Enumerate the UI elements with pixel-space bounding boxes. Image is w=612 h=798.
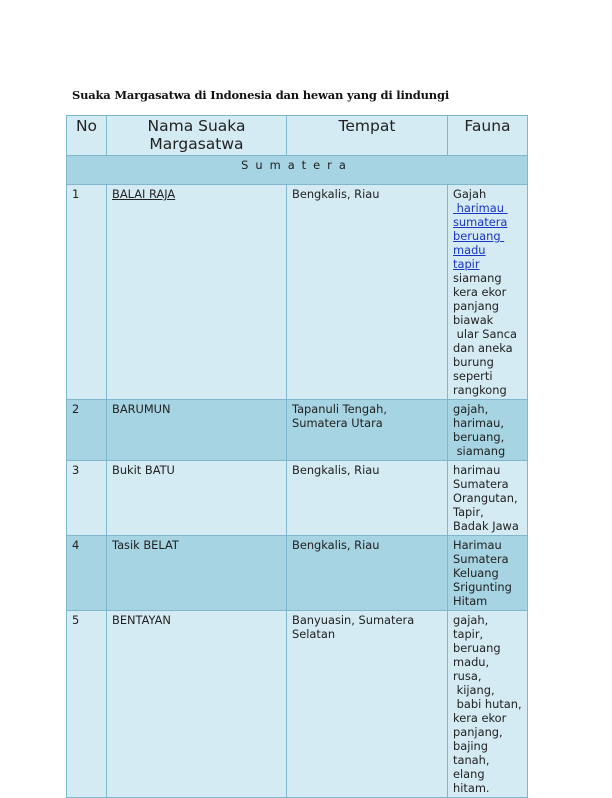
row-nama: Tasik BELAT (107, 536, 287, 611)
fauna-item: Srigunting (453, 580, 512, 594)
region-row (67, 156, 528, 185)
table-row (67, 536, 528, 611)
row-fauna (448, 400, 528, 461)
table-row (67, 400, 528, 461)
row-tempat: Tapanuli Tengah, Sumatera Utara (287, 400, 448, 461)
fauna-item: kera ekor panjang (453, 285, 510, 313)
fauna-item: kera ekor panjang, bajing tanah, (453, 711, 510, 767)
fauna-item: siamang (453, 271, 502, 285)
region-label: Sumatera (67, 156, 528, 185)
row-no: 3 (67, 461, 107, 536)
fauna-item: Badak Jawa (453, 519, 519, 533)
row-no: 5 (67, 611, 107, 798)
row-nama (107, 185, 287, 400)
fauna-item: rusa, (453, 669, 482, 683)
fauna-item: gajah, (453, 613, 489, 627)
fauna-item: siamang (453, 444, 506, 458)
row-nama: BENTAYAN (107, 611, 287, 798)
row-tempat: Bengkalis, Riau (287, 536, 448, 611)
row-no: 1 (67, 185, 107, 400)
sanctuary-table (66, 115, 528, 798)
fauna-item: Harimau Sumatera (453, 538, 509, 566)
fauna-item: ular Sanca (453, 327, 517, 341)
row-nama-text: BALAI RAJA (112, 187, 176, 201)
fauna-link[interactable]: beruang madu (453, 229, 505, 257)
fauna-item: Orangutan, (453, 491, 518, 505)
fauna-item: tapir, (453, 627, 484, 641)
header-tempat: Tempat (287, 116, 448, 156)
row-fauna (448, 611, 528, 798)
fauna-link[interactable]: harimau sumatera (453, 201, 508, 229)
row-tempat: Bengkalis, Riau (287, 185, 448, 400)
fauna-item: beruang, (453, 430, 505, 444)
fauna-item: babi hutan, (453, 697, 522, 711)
fauna-link[interactable]: tapir (453, 257, 480, 271)
row-fauna (448, 536, 528, 611)
fauna-item: elang hitam. (453, 767, 490, 795)
fauna-item: seperti rangkong (453, 369, 507, 397)
fauna-item: kijang, (453, 683, 495, 697)
table-row (67, 185, 528, 400)
table-row (67, 461, 528, 536)
fauna-item: dan aneka burung (453, 341, 517, 369)
table-row (67, 611, 528, 798)
fauna-item: gajah, (453, 402, 489, 416)
row-no: 2 (67, 400, 107, 461)
header-no: No (67, 116, 107, 156)
row-fauna (448, 185, 528, 400)
row-nama: Bukit BATU (107, 461, 287, 536)
fauna-item: harimau, (453, 416, 504, 430)
fauna-item: beruang madu, (453, 641, 505, 669)
fauna-item: Gajah (453, 187, 487, 201)
row-no: 4 (67, 536, 107, 611)
table-header-row (67, 116, 528, 156)
header-fauna: Fauna (448, 116, 528, 156)
fauna-item: Keluang (453, 566, 499, 580)
document-title: Suaka Margasatwa di Indonesia dan hewan yang di lindungi (72, 88, 449, 102)
fauna-item: harimau Sumatera (453, 463, 509, 491)
fauna-item: Tapir, (453, 505, 484, 519)
row-tempat: Banyuasin, Sumatera Selatan (287, 611, 448, 798)
fauna-item: biawak (453, 313, 494, 327)
row-fauna (448, 461, 528, 536)
row-nama: BARUMUN (107, 400, 287, 461)
header-nama: Nama Suaka Margasatwa (107, 116, 287, 156)
fauna-item: Hitam (453, 594, 488, 608)
row-tempat: Bengkalis, Riau (287, 461, 448, 536)
